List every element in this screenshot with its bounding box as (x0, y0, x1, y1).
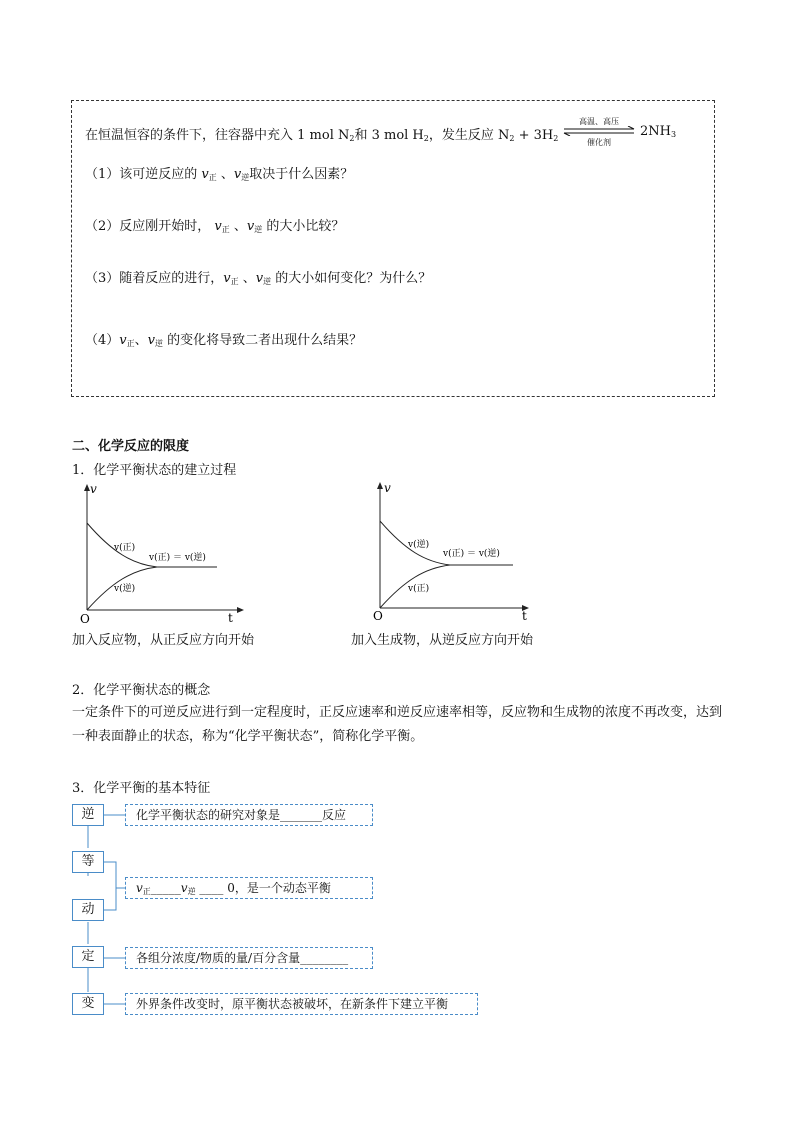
left-fwd-label: v(正) (114, 543, 136, 553)
q3-s2: 逆 (263, 277, 272, 286)
feature-node-4: 定 (72, 946, 104, 968)
intro-text-b: 和 3 mol H (354, 128, 424, 143)
section-heading: 二、化学反应的限度 (72, 439, 190, 454)
q4-v2: v (147, 333, 156, 348)
left-rev-label: v(逆) (114, 584, 136, 594)
product-sub: 3 (670, 130, 677, 139)
reaction-product (640, 124, 676, 139)
intro-sub-4: 2 (553, 134, 559, 143)
intro-sub-2: 2 (423, 134, 429, 143)
q3-s1: 正 (230, 277, 239, 286)
subsection-1-title: 1．化学平衡状态的建立过程 (72, 463, 237, 478)
right-top-label: v(逆) (408, 540, 430, 550)
q2-v1: v (214, 219, 222, 234)
left-x-axis-label: t (228, 611, 233, 625)
box2-blank-1: _____ (150, 881, 181, 895)
question-4 (85, 329, 362, 349)
feature-node-5: 变 (72, 993, 104, 1015)
product-text: 2NH (640, 124, 671, 139)
graph-right (365, 480, 540, 625)
q4-text-b: 、 (134, 333, 148, 348)
q4-v1: v (119, 333, 127, 348)
subsection-2-title: 2．化学平衡状态的概念 (72, 683, 211, 698)
intro-text-d: + 3H (514, 128, 554, 143)
reversible-arrow-icon (562, 126, 636, 136)
arrow-condition-bottom: 催化剂 (587, 138, 611, 147)
q1-s2: 逆 (241, 173, 250, 182)
q3-v1: v (223, 271, 231, 286)
q3-text-a: （3）随着反应的进行， (85, 271, 224, 286)
right-x-axis-label: t (522, 609, 527, 623)
subsection-3-title: 3．化学平衡的基本特征 (72, 781, 211, 796)
q2-v2: v (246, 219, 255, 234)
q2-text-b: 、 (229, 219, 247, 234)
box2-s2: 逆 (187, 887, 196, 896)
feature-box-2 (125, 877, 373, 899)
intro-sub-3: 2 (509, 134, 515, 143)
left-origin-label: O (80, 612, 90, 626)
q3-text-c: 的大小如何变化？为什么？ (271, 271, 432, 286)
intro-text-a: 在恒温恒容的条件下，往容器中充入 1 mol N (85, 128, 350, 143)
feature-box-1: 化学平衡状态的研究对象是_______反应 (125, 804, 373, 826)
q3-v2: v (255, 271, 264, 286)
box2-s1: 正 (142, 887, 151, 896)
q2-text-c: 的大小比较？ (262, 219, 345, 234)
arrow-condition-top: 高温、高压 (579, 117, 619, 126)
q1-text-c: 取决于什么因素？ (249, 167, 354, 182)
box2-text: ____ 0，是一个动态平衡 (195, 881, 331, 895)
q4-s2: 逆 (155, 339, 164, 348)
q2-s1: 正 (221, 225, 230, 234)
q4-s1: 正 (126, 339, 135, 348)
reaction-intro (85, 124, 558, 143)
q3-text-b: 、 (238, 271, 256, 286)
box2-v2: v (180, 881, 188, 895)
q1-text-b: 、 (216, 167, 234, 182)
q2-s2: 逆 (254, 225, 263, 234)
right-bottom-label: v(正) (408, 584, 430, 594)
feature-box-3: 各组分浓度/物质的量/百分含量________ (125, 947, 373, 969)
right-origin-label: O (373, 609, 383, 623)
q4-text-c: 的变化将导致二者出现什么结果？ (163, 333, 363, 348)
left-y-axis-label: v (90, 482, 97, 496)
q2-text-a: （2）反应刚开始时， (85, 219, 215, 234)
feature-box-4: 外界条件改变时，原平衡状态被破坏，在新条件下建立平衡 (125, 993, 478, 1015)
feature-node-3: 动 (72, 899, 104, 921)
q4-text-a: （4） (85, 333, 120, 348)
feature-node-2: 等 (72, 851, 104, 873)
intro-text-c: ，发生反应 N (428, 128, 510, 143)
graph-right-caption: 加入生成物，从逆反应方向开始 (351, 633, 534, 648)
left-eq-label: v(正) ＝ v(逆) (149, 553, 206, 563)
graph-left (72, 482, 252, 627)
intro-sub-1: 2 (349, 134, 355, 143)
q1-v1: v (201, 167, 209, 182)
q1-text-a: （1）该可逆反应的 (85, 167, 202, 182)
right-y-axis-label: v (384, 481, 391, 495)
question-3 (85, 267, 431, 287)
box2-v1: v (136, 881, 143, 895)
feature-node-1: 逆 (72, 804, 104, 826)
right-eq-label: v(正) ＝ v(逆) (443, 549, 500, 559)
graph-left-caption: 加入反应物，从正反应方向开始 (72, 633, 255, 648)
question-2 (85, 215, 344, 235)
concept-paragraph: 一定条件下的可逆反应进行到一定程度时，正反应速率和逆反应速率相等，反应物和生成物的浓度不再改变，达到一种表面静止的状态，称为“化学平衡状态”，简称化学平衡。 (72, 705, 723, 744)
q1-s1: 正 (208, 173, 217, 182)
question-1 (85, 163, 353, 183)
q1-v2: v (233, 167, 242, 182)
